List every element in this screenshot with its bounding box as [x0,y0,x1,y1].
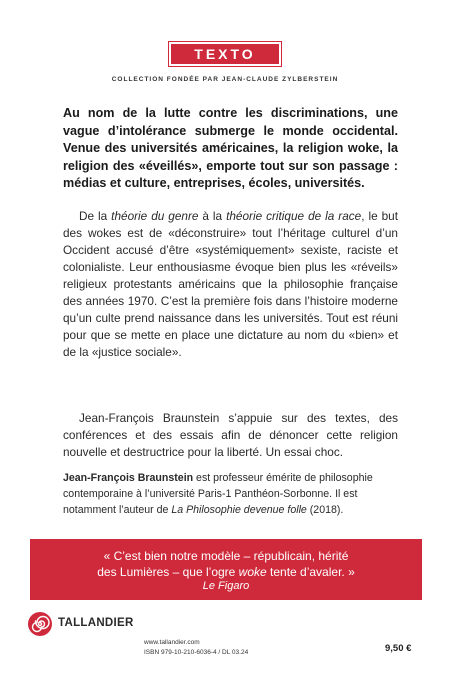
publisher-name: TALLANDIER [58,617,134,629]
press-quote-box [30,539,422,600]
publisher-website: www.tallandier.com [144,639,200,646]
spiral-logo-icon [28,612,52,636]
body-paragraph-2: Jean-François Braunstein s’appuie sur des textes, des conférences et des essais afin de dénoncer cette religion nouvelle et destructrice pour la liberté. Un essai choc. [63,411,398,459]
theory-gender-em: théorie du genre [111,209,199,223]
isbn-text: ISBN 979-10-210-6036-4 / DL 03.24 [144,649,249,656]
price-label: 9,50 € [385,643,412,654]
blurb-text: Au nom de la lutte contre les discriminations, une vague d’intolérance submerge le monde occidental. Venue des universités américaines, la religion woke, la religion des «éveillés», emporte tout sur son passage : médias et culture, entreprises, écoles, universités. [63,106,398,190]
author-name: Jean-François Braunstein [63,472,194,484]
author-bio: Jean-François Braunstein est professeur émérite de philosophie contemporaine à l’université Paris-1 Panthéon-Sorbonne. Il est notamment l’auteur de La Philosophie devenue folle (2018). [63,472,373,516]
collection-badge [169,42,281,66]
author-book-title: La Philosophie devenue folle [171,504,307,516]
theory-race-em: théorie critique de la race [226,209,362,223]
collection-badge-label: TEXTO [194,46,256,62]
press-quote-text: « C’est bien notre modèle – républicain, hérité des Lumières – que l’ogre woke tente d’avaler. » [97,549,355,579]
collection-subtitle: COLLECTION FONDÉE PAR JEAN-CLAUDE ZYLBERSTEIN [111,76,339,83]
body-paragraph-1: De la théorie du genre à la théorie critique de la race, le but des wokes est de «déconstruire» tout l’héritage culturel d’un Occident accusé d’être «systémiquement» sexiste, raciste et colonialiste. Leur enthousiasme évoque bien plus les «réveils» religieux protestants américains que la philosophie française des années 1970. C’est la première fois dans l’histoire moderne qu’un culte prend naissance dans les universités. Tout est réuni pour que se mette en place une dictature au nom du «bien» et de la «justice sociale». [63,209,398,359]
press-quote-source: Le Figaro [202,580,250,592]
